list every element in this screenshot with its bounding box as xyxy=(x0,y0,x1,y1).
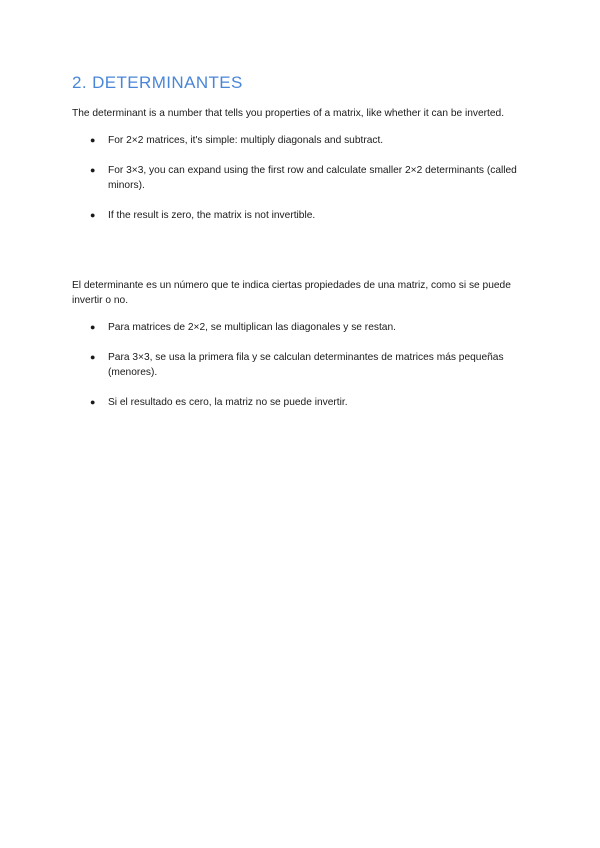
list-item xyxy=(72,395,528,410)
list-item xyxy=(72,320,528,335)
list-item-text: If the result is zero, the matrix is not invertible. xyxy=(108,210,316,221)
bullet-icon: ● xyxy=(90,397,96,407)
list-item xyxy=(72,350,528,380)
english-bullet-list xyxy=(72,133,528,223)
list-item-text: For 2×2 matrices, it's simple: multiply diagonals and subtract. xyxy=(108,135,384,146)
list-item xyxy=(72,208,528,223)
section-spacer xyxy=(72,238,528,278)
bullet-icon: ● xyxy=(90,352,96,362)
english-intro-paragraph: The determinant is a number that tells you properties of a matrix, like whether it can be inverted. xyxy=(72,108,505,119)
spanish-bullet-list xyxy=(72,320,528,410)
list-item-text: For 3×3, you can expand using the first row and calculate smaller 2×2 determinants (called minors). xyxy=(108,165,517,191)
list-item-text: Para matrices de 2×2, se multiplican las diagonales y se restan. xyxy=(108,322,396,333)
bullet-icon: ● xyxy=(90,165,96,175)
bullet-icon: ● xyxy=(90,210,96,220)
spanish-intro-paragraph: El determinante es un número que te indica ciertas propiedades de una matriz, como si se puede invertir o no. xyxy=(72,280,511,306)
list-item-text: Para 3×3, se usa la primera fila y se calculan determinantes de matrices más pequeñas (menores). xyxy=(108,352,504,378)
list-item xyxy=(72,133,528,148)
section-heading: 2. DETERMINANTES xyxy=(72,73,243,92)
bullet-icon: ● xyxy=(90,135,96,145)
list-item xyxy=(72,163,528,193)
bullet-icon: ● xyxy=(90,322,96,332)
list-item-text: Si el resultado es cero, la matriz no se puede invertir. xyxy=(108,397,348,408)
